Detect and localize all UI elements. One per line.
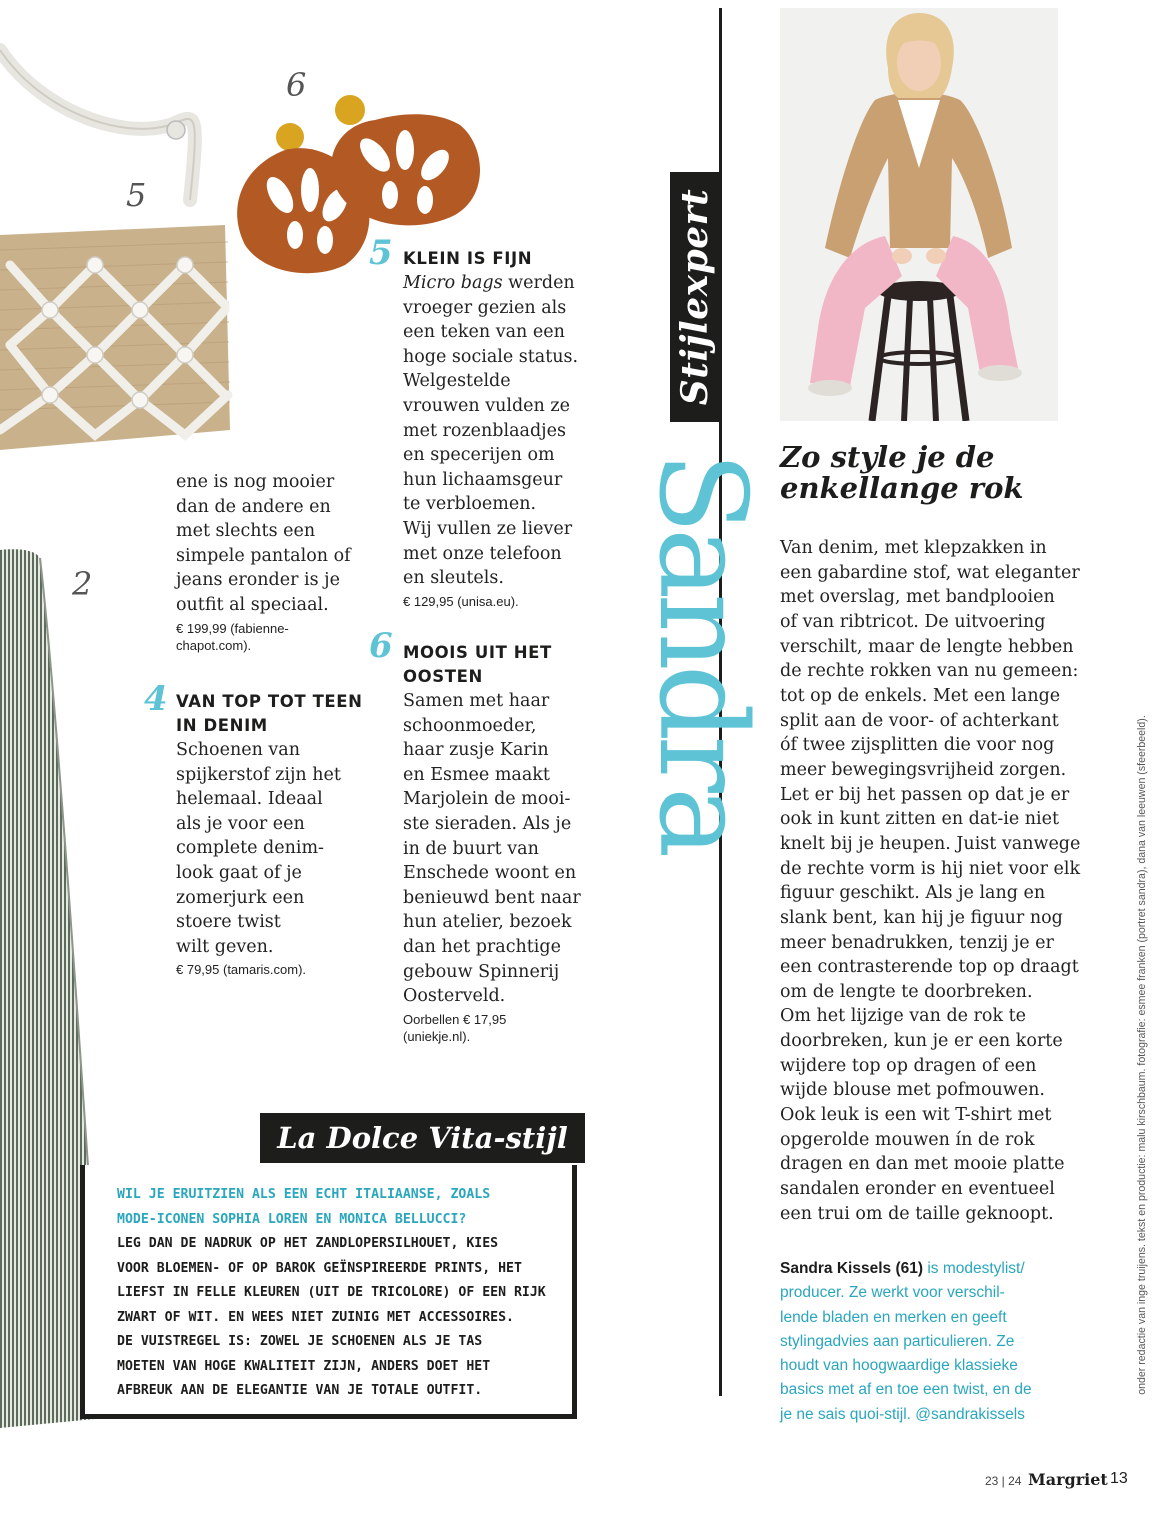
item-6-number: 6 [369,626,393,666]
item-4 [176,690,366,978]
item-4-heading: VAN TOP TOT TEEN IN DENIM [176,692,363,735]
item-5-text: Micro bags werden vroeger gezien als een teken van een hoge sociale status. Welgestelde vrouwen vulden ze met rozenblaadjes en specerijen om hun lichaamsgeur te verbloemen. Wij vullen ze liever met onze telefoon en sleutels. [403,273,579,589]
expert-article-title: Zo style je de enkellange rok [780,440,1024,505]
item-4-number: 4 [144,679,168,719]
item-4-price: € 79,95 (tamaris.com). [176,962,307,978]
item-6 [403,641,593,1045]
item-6-price: Oorbellen € 17,95 (uniekje.nl). [403,1011,507,1044]
intro-text: ene is nog mooier dan de andere en met slechts een simpele pantalon of jeans eronder is je outfit al speciaal. [176,472,351,615]
portrait-photo [780,8,1058,421]
dolce-vita-text: WIL JE ERUITZIEN ALS EEN ECHT ITALIAANSE, ZOALS MODE-ICONEN SOPHIA LOREN EN MONICA BELLUCCI? LEG DAN DE NADRUK OP HET ZANDLOPERSILHOUET, KIES VOOR BLOEMEN- OF OP BAROK GEÏNSPIREERDE PRINTS, HET LIEFST IN FELLE KLEUREN (UIT DE TRICOLORE) OF EEN RIJK ZWART OF WIT. EN WEES NIET ZUINIG MET ACCESSOIRES. DE VUISTREGEL IS: ZOWEL JE SCHOENEN ALS JE TAS MOETEN VAN HOGE KWALITEIT ZIJN, ANDERS DOET HET AFBREUK AAN DE ELEGANTIE VAN JE TOTALE OUTFIT. [117,1187,546,1398]
expert-bio: Sandra Kissels (61) is modestylist/ producer. Ze werkt voor verschil- lende bladen en merken en geeft stylingadvies aan particulieren. Ze houdt van hoogwaardige klassieke basics met af en toe een twist, en de je ne sais quoi-stijl. @sandrakissels [780,1257,1080,1427]
item-4-text: Schoenen van spijkerstof zijn het helemaal. Ideaal als je voor een complete denim- look gaat of je zomerjurk een stoere twist wilt geven. [176,740,341,957]
photo-credits: onder redactie van inge truijens. tekst en productie: malu kirschbaum. fotografie: esmee franken (portret sandra), dana van leeuwen (sfeerbeeld). [1136,715,1148,1395]
bag-image [0,10,235,450]
intro-price: € 199,99 (fabienne- chapot.com). [176,620,289,653]
item-5 [403,247,593,610]
image-label-skirt: 2 [72,565,93,603]
stijlexpert-label: Stijlexpert [674,188,716,406]
item-6-text: Samen met haar schoonmoeder, haar zusje Karin en Esmee maakt Marjolein de mooi- ste sieraden. Als je in de buurt van Enschede woont en benieuwd bent naar hun atelier, bezoek dan het prachtige gebouw Spinnerij Oosterveld. [403,691,581,1007]
dolce-vita-title: La Dolce Vita-stijl [260,1113,585,1163]
intro-continuation [176,470,361,654]
sandra-big-name: Sandra [632,451,771,853]
item-5-price: € 129,95 (unisa.eu). [403,593,519,609]
image-label-earrings: 6 [286,66,307,104]
expert-article-body: Van denim, met klepzakken in een gabardine stof, wat eleganter met overslag, met bandplooien of van ribtricot. De uitvoering verschilt, maar de lengte hebben de rechte rokken van nu gemeen: tot op de enkels. Met een lange split aan de voor- of achterkant óf twee zijsplitten die voor nog meer bewegingsvrijheid zorgen. Let er bij het passen op dat je er ook in kunt zitten en dat-ie niet knelt bij je heupen. Juist vanwege de rechte vorm is hij niet voor elk figuur geschikt. Als je lang en slank bent, kan hij je figuur nog meer benadrukken, tenzij je er een contrasterende top op draagt om de lengte te doorbreken. Om het lijzige van de rok te doorbreken, kun je er een korte wijdere top op dragen of een wijde blouse met pofmouwen. Ook leuk is een wit T-shirt met opgerolde mouwen ín de rok dragen en dan met mooie platte sandalen eronder en eventueel een trui om de taille geknoopt. [780,538,1081,1224]
instagram-handle-line: je ne sais quoi-stijl. @sandrakissels [780,1405,1025,1423]
item-6-heading: MOOIS UIT HET OOSTEN [403,643,552,686]
item-5-number: 5 [369,233,393,273]
page-number: 13 [1110,1470,1128,1487]
image-label-bag: 5 [126,176,147,214]
issue-number: 23 | 24 [985,1474,1022,1488]
bio-name: Sandra Kissels (61) [780,1260,924,1277]
item-5-heading: KLEIN IS FIJN [403,249,533,268]
magazine-logo: Margriet [1028,1470,1108,1489]
